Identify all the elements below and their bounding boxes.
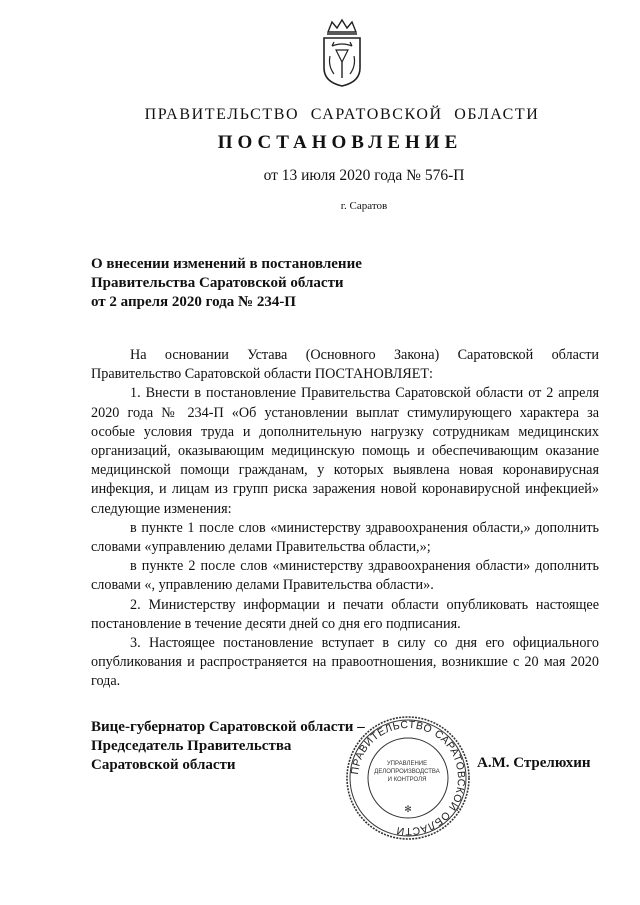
- subject-line: О внесении изменений в постановление: [91, 256, 362, 272]
- subject-line: Правительства Саратовской области: [91, 275, 344, 291]
- document-type: ПОСТАНОВЛЕНИЕ: [217, 132, 463, 153]
- government-name: ПРАВИТЕЛЬСТВО САРАТОВСКОЙ ОБЛАСТИ: [144, 106, 540, 123]
- document-body: [91, 346, 599, 692]
- seal-inner-line: УПРАВЛЕНИЕ: [386, 761, 428, 767]
- saratov-coat-of-arms-icon: [318, 18, 366, 88]
- body-paragraph: в пункте 1 после слов «министерству здравоохранения области,» дополнить словами «управлению делами Правительства области,»;: [91, 519, 599, 556]
- body-paragraph: 2. Министерству информации и печати области опубликовать настоящее постановление в течение десяти дней со дня его подписания.: [91, 596, 599, 632]
- seal-inner-line: ДЕЛОПРОИЗВОДСТВА: [374, 769, 440, 775]
- document-subject: [91, 255, 421, 312]
- body-paragraph: На основании Устава (Основного Закона) Саратовской области Правительство Саратовской области ПОСТАНОВЛЯЕТ:: [91, 347, 599, 383]
- seal-ring-text: ПРАВИТЕЛЬСТВО САРАТОВСКОЙ ОБЛАСТИ: [349, 718, 468, 838]
- body-paragraph: 3. Настоящее постановление вступает в силу со дня его официального опубликования и распространяется на правоотношения, возникшие с 20 мая 2020 года.: [91, 635, 599, 690]
- seal-inner-line: И КОНТРОЛЯ: [387, 777, 427, 783]
- document-date-number: от 13 июля 2020 года № 576-П: [263, 167, 465, 184]
- subject-line: от 2 апреля 2020 года № 234-П: [91, 294, 296, 310]
- body-paragraph: 1. Внести в постановление Правительства Саратовской области от 2 апреля 2020 года № 234-П «Об установлении выплат стимулирующего характера за особые условия труда и дополнительную нагрузку сотрудникам медицинских организаций, оказывающим медицинскую помощь и обеспечивающим оказание медицинской помощи гражданам, у которых выявлена новая коронавирусная инфекция, и лицам из групп риска заражения новой коронавирусной инфекцией» следующие изменения:: [91, 385, 599, 517]
- seal-inner-text: [372, 760, 442, 784]
- position-line: Председатель Правительства: [91, 738, 292, 754]
- signatory-position: [91, 718, 371, 775]
- position-line: Саратовской области: [91, 757, 236, 773]
- document-city: г. Саратов: [340, 200, 388, 212]
- position-line: Вице-губернатор Саратовской области –: [91, 719, 365, 735]
- body-paragraph: в пункте 2 после слов «министерству здравоохранения области» дополнить словами «, управлению делами Правительства области».: [91, 558, 599, 594]
- signatory-name: А.М. Стрелюхин: [477, 755, 591, 771]
- svg-text:✻: ✻: [404, 805, 412, 815]
